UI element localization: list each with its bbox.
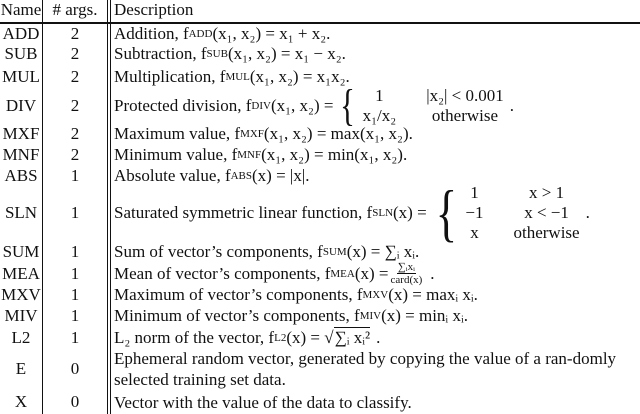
function-subscript: DIV <box>251 99 271 112</box>
formula: (x₁, x₂) = <box>270 95 334 115</box>
table-row <box>0 263 640 284</box>
table-row <box>0 177 640 248</box>
operator-description <box>111 240 640 263</box>
header-args: # args. <box>43 0 111 22</box>
operator-args: 1 <box>43 263 111 284</box>
description-text: Minimum value, f <box>114 144 238 164</box>
operator-name: MNF <box>0 144 43 165</box>
formula-end: . <box>509 95 515 115</box>
formula: (x₁, x₂) = x₁ + x₂. <box>212 23 331 43</box>
operator-description <box>111 390 640 414</box>
table-row <box>0 24 640 43</box>
description-text: Maximum value, f <box>114 123 241 143</box>
operator-description <box>111 263 640 284</box>
operator-args: 2 <box>43 24 111 43</box>
function-subscript: ABS <box>230 169 253 182</box>
formula-end: . <box>430 263 435 283</box>
function-subscript: SLN <box>372 207 394 219</box>
operator-name: MUL <box>0 65 43 88</box>
function-subscript: MXV <box>362 288 389 301</box>
operator-args: 2 <box>43 43 111 65</box>
operator-args: 1 <box>43 186 111 240</box>
table-row <box>0 65 640 88</box>
table-row <box>0 123 640 144</box>
formula: (x) = minᵢ xᵢ. <box>381 306 468 325</box>
operator-name: L2 <box>0 327 43 348</box>
operator-description <box>111 348 640 390</box>
table-row <box>0 390 640 414</box>
operator-description <box>111 327 640 348</box>
formula-end: . <box>585 203 590 222</box>
operator-args: 1 <box>43 240 111 263</box>
function-subscript: SUM <box>322 245 347 258</box>
function-subscript: MIV <box>359 310 382 322</box>
case-value: 1 <box>375 85 384 105</box>
operator-description <box>111 24 640 43</box>
operator-description <box>111 43 640 65</box>
case-condition: x > 1 <box>529 183 565 202</box>
brace-symbol: { <box>435 177 457 248</box>
description-text: Minimum of vector’s components, f <box>114 306 360 325</box>
header-description: Description <box>114 0 194 19</box>
table-header <box>0 0 640 24</box>
case-value: x <box>470 223 479 242</box>
table-body <box>0 24 640 414</box>
description-text: Saturated symmetric linear function, f <box>114 203 373 222</box>
operator-description <box>111 177 640 248</box>
header-name: Name <box>0 0 43 22</box>
operator-description <box>111 305 640 327</box>
fraction-numerator: ∑ᵢxᵢ <box>397 261 415 273</box>
formula: (x) = <box>393 203 427 222</box>
piecewise-cases <box>337 80 504 130</box>
formula: (x₁, x₂) = max(x₁, x₂). <box>263 123 413 143</box>
formula: (x) = |x|. <box>252 165 310 185</box>
function-subscript: SUB <box>206 48 228 60</box>
description-text: Addition, f <box>114 23 189 43</box>
formula: (x₁, x₂) = min(x₁, x₂). <box>261 144 408 164</box>
formula-end: . <box>376 327 381 347</box>
function-subscript: L2 <box>274 331 287 344</box>
brace-symbol: { <box>340 80 356 130</box>
operator-name: MIV <box>0 305 43 327</box>
case-condition: otherwise <box>431 105 499 125</box>
operator-args: 1 <box>43 284 111 305</box>
cases-grid <box>363 86 504 126</box>
table-row <box>0 43 640 65</box>
function-subscript: MEA <box>330 267 355 280</box>
table-row <box>0 305 640 327</box>
case-value: −1 <box>465 203 484 222</box>
table-row <box>0 240 640 263</box>
formula: (x) = maxᵢ xᵢ. <box>388 284 478 304</box>
operator-name: SUM <box>0 240 43 263</box>
description-text: Multiplication, f <box>114 66 226 86</box>
description-text: L₂ norm of the vector, f <box>114 327 275 347</box>
formula: (x) = ∑ᵢ xᵢ. <box>346 241 420 261</box>
fraction <box>391 261 423 286</box>
description-text: Ephemeral random vector, generated by copying the value of a ran-domly selected training set data. <box>114 349 617 389</box>
formula: (x) = <box>354 263 389 283</box>
operator-name: E <box>0 348 43 390</box>
operator-name: ABS <box>0 165 43 186</box>
fraction-denominator: card(x) <box>390 274 423 286</box>
table-row <box>0 348 640 390</box>
sqrt-radicand: ∑ᵢ xᵢ² <box>334 328 371 347</box>
description-text: Maximum of vector’s components, f <box>114 284 363 304</box>
case-condition: |x₂| < 0.001 <box>426 85 504 105</box>
operator-name: X <box>0 390 43 414</box>
operator-description <box>111 144 640 165</box>
function-subscript: MXF <box>240 127 264 140</box>
operator-name: DIV <box>0 88 43 123</box>
description-text: Mean of vector’s components, f <box>114 263 331 283</box>
function-subscript: MUL <box>225 70 250 83</box>
description-text: Protected division, f <box>114 95 252 115</box>
operator-name: ADD <box>0 24 43 43</box>
operator-description <box>111 123 640 144</box>
function-subscript: MNF <box>237 148 262 161</box>
formula: (x) = √ <box>286 327 334 347</box>
operator-args: 2 <box>43 88 111 123</box>
operator-args: 0 <box>43 348 111 390</box>
case-value: 1 <box>470 183 479 202</box>
operator-name: MXF <box>0 123 43 144</box>
operator-args: 1 <box>43 165 111 186</box>
formula: (x₁, x₂) = x₁x₂. <box>249 66 350 86</box>
table-row <box>0 80 640 130</box>
operator-args: 2 <box>43 65 111 88</box>
description-text: Sum of vector’s components, f <box>114 241 323 261</box>
formula: (x₁, x₂) = x₁ − x₂. <box>227 44 346 63</box>
table-row <box>0 284 640 305</box>
operator-name: SLN <box>0 186 43 240</box>
operator-name: MEA <box>0 263 43 284</box>
operator-args: 1 <box>43 327 111 348</box>
operator-description <box>111 80 640 130</box>
operator-name: SUB <box>0 43 43 65</box>
cases-grid <box>465 183 579 243</box>
case-condition: otherwise <box>513 223 580 242</box>
operator-args: 1 <box>43 305 111 327</box>
piecewise-cases <box>431 177 580 248</box>
case-condition: x < −1 <box>524 203 569 222</box>
description-text: Vector with the value of the data to classify. <box>114 392 412 412</box>
description-text: Subtraction, f <box>114 44 207 63</box>
operator-args: 2 <box>43 144 111 165</box>
table-row <box>0 144 640 165</box>
operator-args: 2 <box>43 123 111 144</box>
table-row <box>0 327 640 348</box>
operator-args: 0 <box>43 390 111 414</box>
function-subscript: ADD <box>188 27 213 40</box>
description-text: Absolute value, f <box>114 165 231 185</box>
operator-description <box>111 284 640 305</box>
operator-name: MXV <box>0 284 43 305</box>
case-value: x₁/x₂ <box>362 105 397 125</box>
